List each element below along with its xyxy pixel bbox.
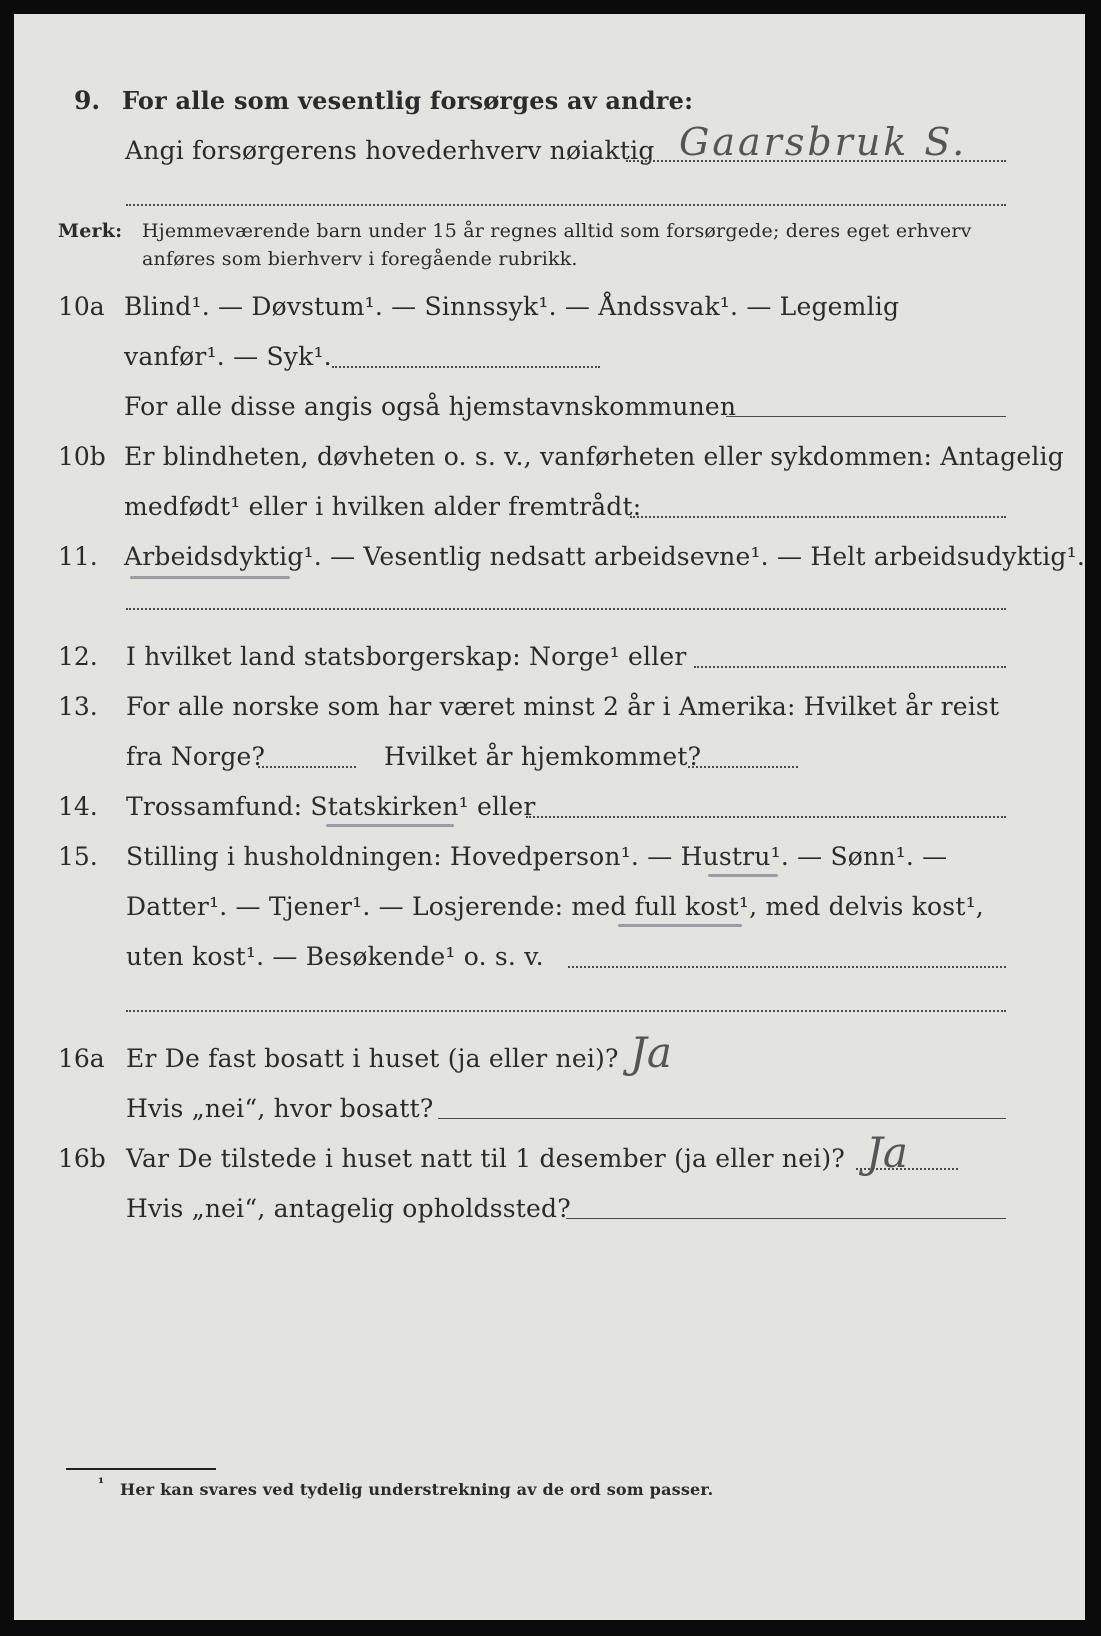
q12-land-line[interactable]	[694, 666, 1006, 668]
merk-line-2: anføres som bierhverv i foregående rubrikk.	[142, 248, 578, 270]
q16a-handwritten-answer: Ja	[630, 1028, 672, 1077]
q13-reist-line[interactable]	[258, 766, 356, 768]
q11-extra-line[interactable]	[126, 608, 1006, 610]
q15-hand-underline-hustru	[708, 874, 778, 877]
q13-hjemkommet-line[interactable]	[688, 766, 798, 768]
merk-label: Merk:	[58, 220, 123, 242]
q12-line-1: I hvilket land statsborgerskap: Norge¹ eller	[126, 642, 687, 671]
q13-number: 13.	[58, 692, 98, 721]
q16a-bosatt-line[interactable]	[438, 1118, 1006, 1119]
q10a-number: 10a	[58, 292, 105, 321]
q16a-number: 16a	[58, 1044, 105, 1073]
q16a-line-1: Er De fast bosatt i huset (ja eller nei)?	[126, 1044, 619, 1073]
q14-trossamfund-line[interactable]	[526, 816, 1006, 818]
q16b-line-1: Var De tilstede i huset natt til 1 desember (ja eller nei)?	[126, 1144, 845, 1173]
q10b-line-2: medfødt¹ eller i hvilken alder fremtrådt:	[124, 492, 642, 521]
q10a-syk-line[interactable]	[332, 366, 600, 368]
q15-hand-underline-kost	[618, 924, 742, 927]
q13-line-2b: Hvilket år hjemkommet?	[384, 742, 702, 771]
q10b-line-1: Er blindheten, døvheten o. s. v., vanførheten eller sykdommen: Antagelig	[124, 442, 1064, 471]
merk-line-1: Hjemmeværende barn under 15 år regnes alltid som forsørgede; deres eget erhverv	[142, 220, 972, 242]
q14-number: 14.	[58, 792, 98, 821]
q15-line-1: Stilling i husholdningen: Hovedperson¹. — Hustru¹. — Sønn¹. —	[126, 842, 948, 871]
q15-extra-line[interactable]	[126, 1010, 1006, 1012]
q10b-alder-line[interactable]	[630, 516, 1006, 518]
q15-line-3: uten kost¹. — Besøkende¹ o. s. v.	[126, 942, 544, 971]
footnote-mark: ¹	[98, 1476, 105, 1492]
q9-number: 9.	[74, 86, 101, 115]
q16b-opholdssted-line[interactable]	[566, 1218, 1006, 1219]
q15-line-2: Datter¹. — Tjener¹. — Losjerende: med full kost¹, med delvis kost¹,	[126, 892, 984, 921]
q10b-number: 10b	[58, 442, 106, 471]
q16a-line-2: Hvis „nei“, hvor bosatt?	[126, 1094, 434, 1123]
q15-besokende-line[interactable]	[568, 966, 1006, 968]
q16b-number: 16b	[58, 1144, 106, 1173]
footnote-text: Her kan svares ved tydelig understrekning av de ord som passer.	[120, 1480, 714, 1499]
q9-extra-line[interactable]	[126, 204, 1006, 206]
q15-number: 15.	[58, 842, 98, 871]
q16b-handwritten-answer: Ja	[866, 1128, 908, 1177]
q16b-line-2: Hvis „nei“, antagelig opholdssted?	[126, 1194, 571, 1223]
q11-line-1: Arbeidsdyktig¹. — Vesentlig nedsatt arbeidsevne¹. — Helt arbeidsudyktig¹.	[124, 542, 1085, 571]
q11-hand-underline	[130, 576, 290, 579]
q9-title: For alle som vesentlig forsørges av andre:	[122, 86, 694, 115]
q10a-line-1: Blind¹. — Døvstum¹. — Sinnssyk¹. — Åndssvak¹. — Legemlig	[124, 292, 900, 321]
q13-line-1: For alle norske som har været minst 2 år i Amerika: Hvilket år reist	[126, 692, 1000, 721]
q14-line-1: Trossamfund: Statskirken¹ eller	[126, 792, 536, 821]
q10a-line-2: vanfør¹. — Syk¹.	[124, 342, 332, 371]
q10a-kommune-line[interactable]	[726, 416, 1006, 417]
q14-hand-underline	[326, 824, 454, 827]
q16b-answer-line[interactable]	[856, 1168, 958, 1170]
footnote-rule	[66, 1468, 216, 1470]
q12-number: 12.	[58, 642, 98, 671]
q9-handwritten-answer: Gaarsbruk S.	[679, 120, 968, 164]
q13-line-2a: fra Norge?	[126, 742, 266, 771]
q11-number: 11.	[58, 542, 98, 571]
q10a-line-3: For alle disse angis også hjemstavnskommunen	[124, 392, 737, 421]
census-form-page	[14, 14, 1085, 1620]
q9-line: Angi forsørgerens hovederhverv nøiaktig	[125, 136, 655, 165]
